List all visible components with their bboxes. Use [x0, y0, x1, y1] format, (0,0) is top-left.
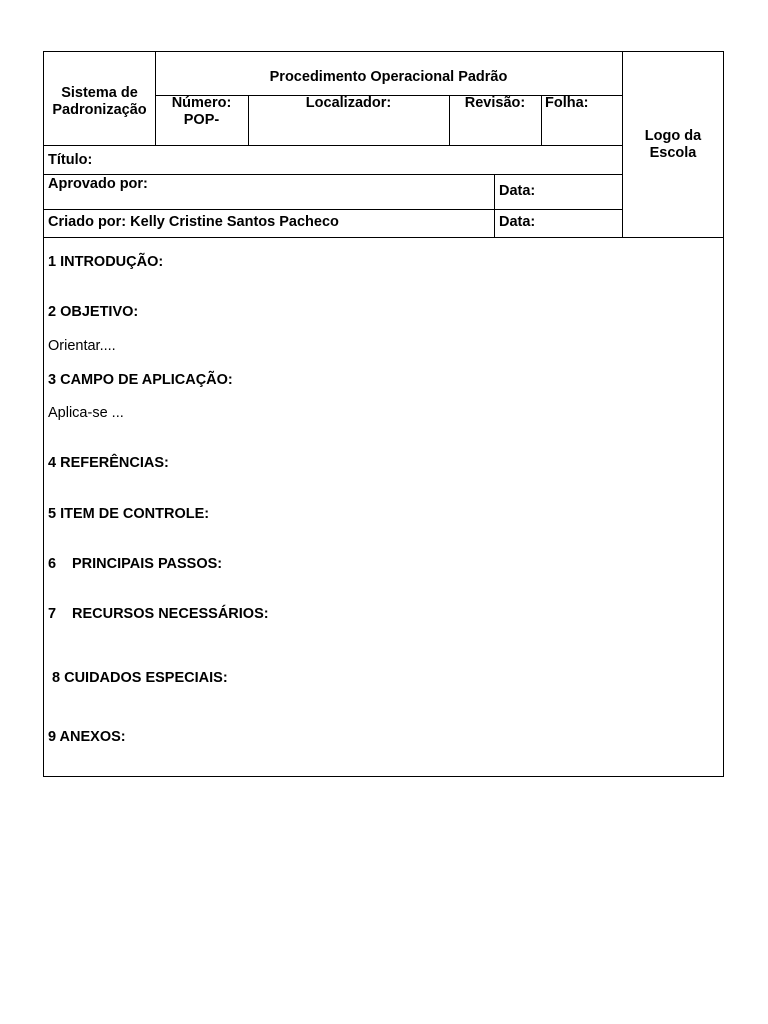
- aprovado-label: Aprovado por:: [48, 176, 148, 192]
- section-objetivo: 2 OBJETIVO:: [48, 304, 139, 320]
- system-label-line1: Sistema de: [61, 85, 138, 101]
- numero-field: [155, 95, 248, 129]
- section-referencias: 4 REFERÊNCIAS:: [48, 455, 169, 471]
- section-recursos-number: 7: [48, 606, 57, 622]
- system-label-line2: Padronização: [52, 102, 147, 118]
- divider: [541, 95, 542, 146]
- localizador-label: Localizador:: [305, 95, 392, 111]
- section-campo: 3 CAMPO DE APLICAÇÃO:: [48, 372, 233, 388]
- folha-label: Folha:: [545, 95, 589, 111]
- logo-placeholder: [623, 128, 723, 162]
- divider: [44, 145, 622, 146]
- divider: [494, 174, 495, 238]
- section-cuidados: 8 CUIDADOS ESPECIAIS:: [52, 670, 228, 686]
- section-item-controle: 5 ITEM DE CONTROLE:: [48, 506, 210, 522]
- divider: [44, 209, 622, 210]
- pop-document-form: [43, 51, 724, 777]
- numero-value: POP-: [183, 112, 220, 128]
- section-campo-text: Aplica-se ...: [48, 405, 124, 421]
- revisao-label: Revisão:: [464, 95, 526, 111]
- procedure-title: Procedimento Operacional Padrão: [269, 69, 508, 85]
- section-objetivo-text: Orientar....: [48, 338, 116, 354]
- logo-line1: Logo da: [644, 128, 702, 144]
- data-label-1: Data:: [499, 183, 536, 199]
- system-label: [44, 85, 155, 119]
- criado-label: Criado por: Kelly Cristine Santos Pacheco: [48, 214, 339, 230]
- data-label-2: Data:: [499, 214, 536, 230]
- logo-line2: Escola: [649, 145, 697, 161]
- section-principais-passos: PRINCIPAIS PASSOS:: [72, 556, 223, 572]
- titulo-label: Título:: [48, 152, 93, 168]
- section-introducao: 1 INTRODUÇÃO:: [48, 254, 164, 270]
- divider: [44, 174, 622, 175]
- numero-label: Número:: [171, 95, 232, 111]
- section-anexos: 9 ANEXOS:: [48, 729, 126, 745]
- section-principais-passos-number: 6: [48, 556, 57, 572]
- section-recursos: RECURSOS NECESSÁRIOS:: [72, 606, 269, 622]
